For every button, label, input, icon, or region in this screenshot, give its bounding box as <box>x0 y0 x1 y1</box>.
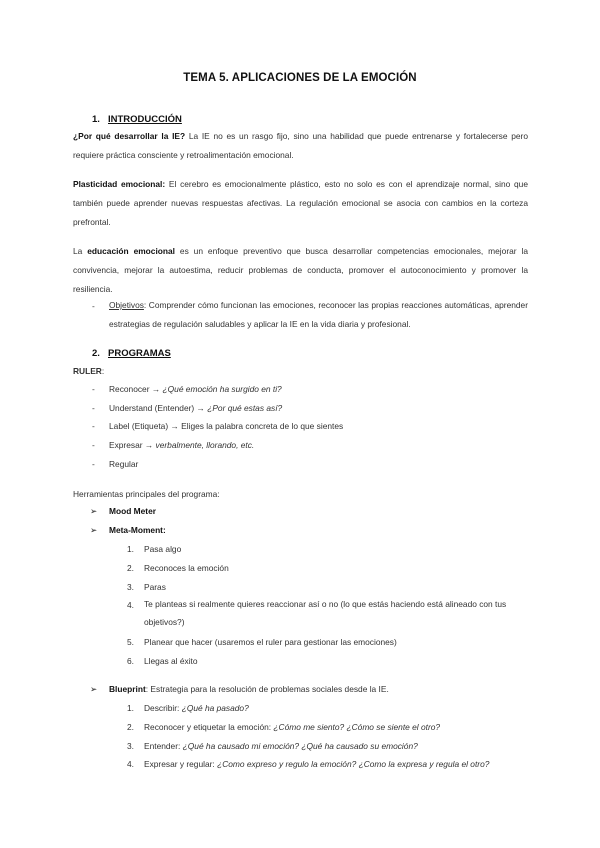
dash-bullet: - <box>92 403 95 413</box>
meta-step: Pasa algo <box>144 544 182 554</box>
dash-bullet: - <box>92 384 95 394</box>
ruler-item-italic: ¿Qué emoción ha surgido en ti? <box>162 384 282 394</box>
ruler-item-text: Expresar → <box>109 440 156 450</box>
ruler-item-text: Understand (Entender) → <box>109 403 208 413</box>
blueprint-step-italic: ¿Qué ha causado mi emoción? ¿Qué ha causado su emoción? <box>182 741 418 751</box>
question-text: La IE no es un rasgo fijo, sino una habilidad que puede entrenarse y fortalecerse pero requiere práctica consciente y retroalimentación emocional. <box>73 131 528 160</box>
tools-heading: Herramientas principales del programa: <box>73 489 220 499</box>
education-bold: educación emocional <box>87 246 175 256</box>
step-number: 3. <box>127 741 134 751</box>
question-bold: ¿Por qué desarrollar la IE? <box>73 131 186 141</box>
blueprint-step <box>144 722 440 732</box>
arrow-bullet-icon: ➢ <box>90 525 98 535</box>
blueprint-label: Blueprint <box>109 684 146 694</box>
ruler-item-italic: verbalmente, llorando, etc. <box>155 440 255 450</box>
section-title: PROGRAMAS <box>108 348 171 359</box>
education-text: es un enfoque preventivo que busca desarrollar competencias emocionales, mejorar la convivencia, mejorar la autoestima, reducir problemas de conducta, promover el autoconocimiento y promover la resiliencia. <box>73 246 528 294</box>
ruler-item-italic: ¿Por qué estas así? <box>207 403 283 413</box>
section-title: INTRODUCCIÓN <box>108 114 182 125</box>
step-number: 4. <box>127 759 134 769</box>
mood-meter-label: Mood Meter <box>109 506 156 516</box>
blueprint-step <box>144 759 489 769</box>
education-prefix: La <box>73 246 88 256</box>
plasticity-bold: Plasticidad emocional: <box>73 179 166 189</box>
page-title: TEMA 5. APLICACIONES DE LA EMOCIÓN <box>183 72 417 84</box>
plasticity-text: El cerebro es emocionalmente plástico, esto no solo es con el aprendizaje normal, sino que también puede aprender nuevas respuestas afectivas. La regulación emocional se asocia con cambios en la corteza prefrontal. <box>73 179 528 227</box>
dash-bullet: - <box>92 421 95 431</box>
ruler-item-text: Label (Etiqueta) → Eliges la palabra concreta de lo que sientes <box>109 421 344 431</box>
ruler-item <box>109 459 138 469</box>
blueprint-item <box>109 684 389 694</box>
section-number: 2. <box>92 348 100 359</box>
paragraph-education <box>73 242 528 299</box>
blueprint-step-italic: ¿Qué ha pasado? <box>181 703 249 713</box>
blueprint-step-text: Expresar y regular: <box>144 759 218 769</box>
meta-step: Te planteas si realmente quieres reaccionar así o no (lo que estás haciendo está alineado con tus objetivos?) <box>144 599 507 627</box>
blueprint-step-text: Entender: <box>144 741 183 751</box>
ruler-item <box>109 403 282 413</box>
dash-bullet: - <box>92 459 95 469</box>
meta-step: Reconoces la emoción <box>144 563 229 573</box>
arrow-bullet-icon: ➢ <box>90 684 98 694</box>
step-number: 2. <box>127 722 134 732</box>
objectives-text: : Comprender cómo funcionan las emociones, reconocer las propias reacciones automáticas, aprender estrategias de regulación saludables y aplicar la IE en la vida diaria y profesional. <box>109 300 528 329</box>
meta-moment-item <box>109 525 166 535</box>
paragraph-plasticity <box>73 175 528 232</box>
ruler-item-text: Regular <box>109 459 139 469</box>
step-number: 5. <box>127 637 134 647</box>
ruler-heading <box>73 365 104 377</box>
mood-meter-item <box>109 506 156 516</box>
dash-bullet: - <box>92 440 95 450</box>
section-number: 1. <box>92 114 100 125</box>
step-number: 1. <box>127 544 134 554</box>
step-number: 6. <box>127 656 134 666</box>
ruler-item-text: Reconocer → <box>109 384 163 394</box>
blueprint-step-italic: ¿Como expreso y regulo la emoción? ¿Como la expresa y regula el otro? <box>217 759 490 769</box>
step-number: 4. <box>127 600 134 610</box>
ruler-colon: : <box>101 366 105 376</box>
blueprint-text: : Estrategia para la resolución de problemas sociales desde la IE. <box>145 684 389 694</box>
ruler-item <box>109 440 254 450</box>
meta-step: Paras <box>144 582 166 592</box>
objectives-label: Objetivos <box>109 300 144 310</box>
step-number: 2. <box>127 563 134 573</box>
meta-moment-label: Meta-Moment: <box>109 525 166 535</box>
blueprint-step-italic: ¿Cómo me siento? ¿Cómo se siente el otro? <box>273 722 441 732</box>
step-number: 1. <box>127 703 134 713</box>
blueprint-step <box>144 741 418 751</box>
paragraph-why-ie <box>73 127 528 165</box>
ruler-label: RULER <box>73 366 102 376</box>
ruler-item <box>109 421 343 431</box>
ruler-item <box>109 384 282 394</box>
blueprint-step-text: Reconocer y etiquetar la emoción: <box>144 722 274 732</box>
arrow-bullet-icon: ➢ <box>90 506 98 516</box>
blueprint-step-text: Describir: <box>144 703 182 713</box>
meta-step: Llegas al éxito <box>144 656 198 666</box>
paragraph-objectives <box>109 296 528 334</box>
step-number: 3. <box>127 582 134 592</box>
blueprint-step <box>144 703 249 713</box>
meta-step: Planear que hacer (usaremos el ruler para gestionar las emociones) <box>144 637 397 647</box>
dash-bullet: - <box>92 301 95 311</box>
